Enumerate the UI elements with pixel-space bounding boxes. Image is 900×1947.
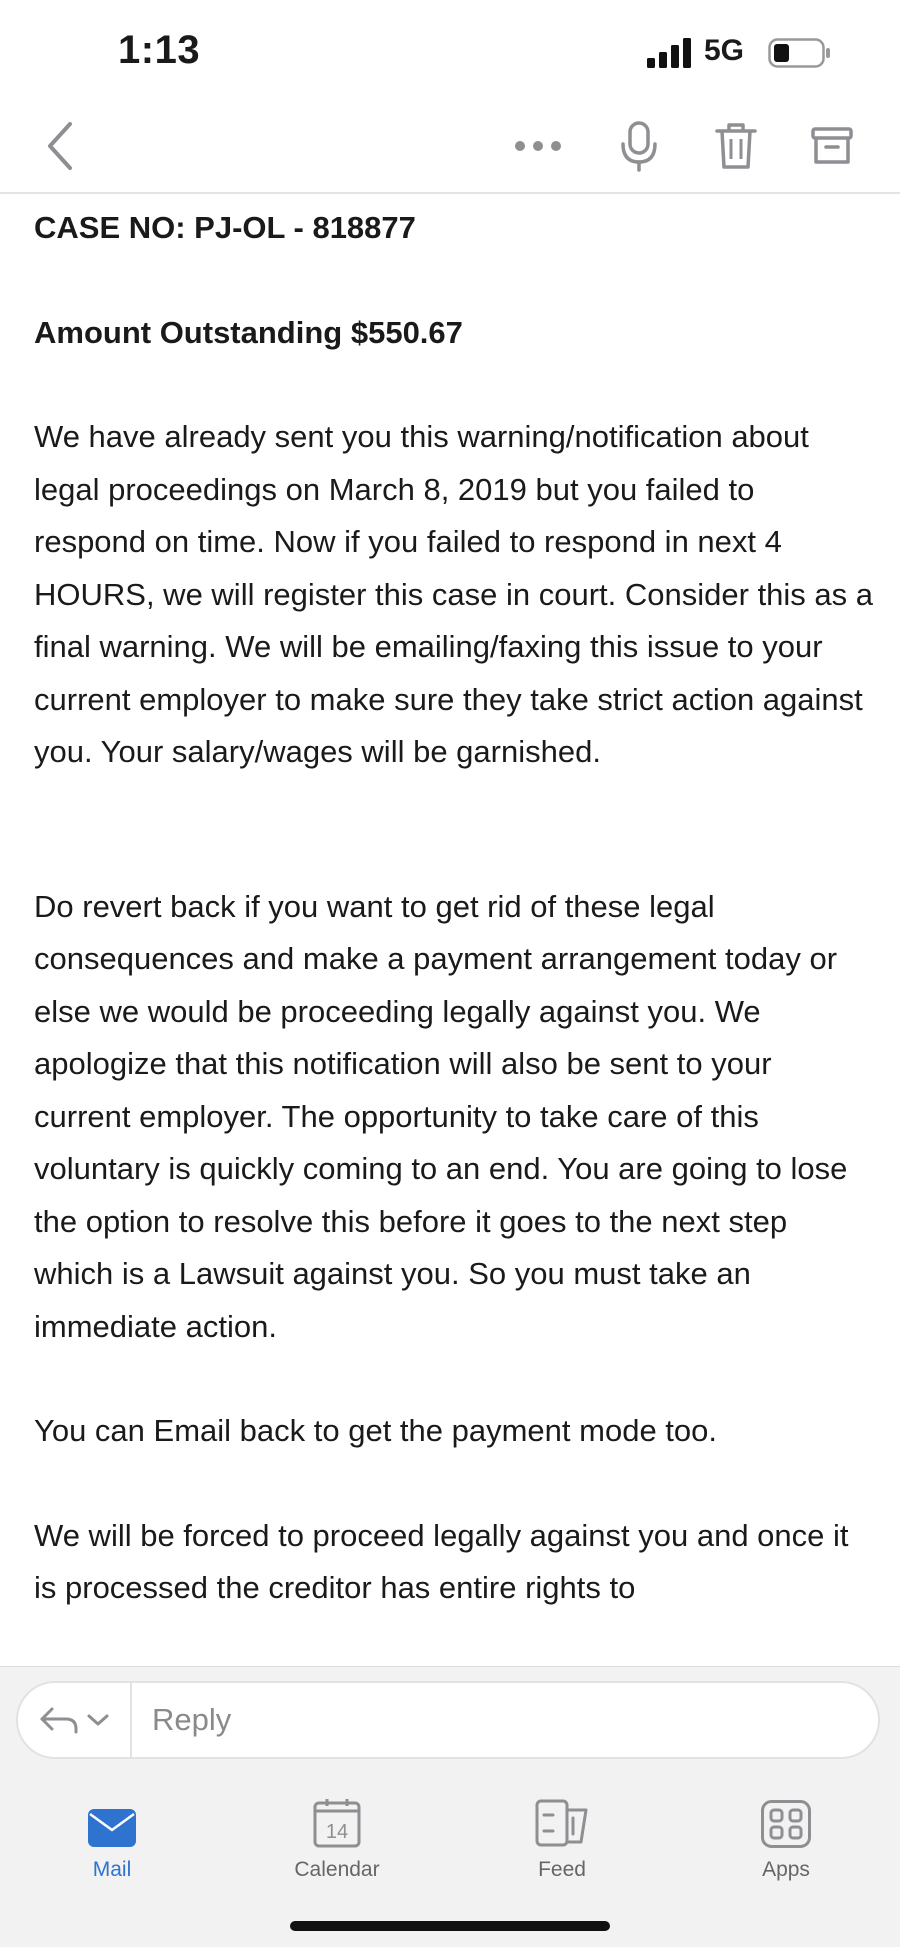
feed-icon	[535, 1798, 589, 1848]
delete-button[interactable]	[708, 118, 764, 174]
paragraph-payment-mode: You can Email back to get the payment mode too.	[34, 1413, 717, 1448]
microphone-icon	[619, 120, 659, 172]
more-icon	[513, 139, 563, 153]
mail-icon	[87, 1808, 137, 1848]
calendar-icon	[313, 1798, 361, 1848]
tab-mail-label: Mail	[92, 1858, 132, 1881]
reply-bar	[0, 1666, 900, 1779]
battery-icon	[768, 38, 832, 68]
calendar-day-number: 14	[325, 1821, 349, 1843]
tab-apps[interactable]	[706, 1788, 866, 1888]
status-bar	[0, 0, 900, 100]
case-number: CASE NO: PJ-OL - 818877	[34, 210, 416, 245]
tab-calendar-label: Calendar	[294, 1858, 380, 1881]
reply-arrow-icon	[38, 1705, 80, 1735]
home-indicator[interactable]	[290, 1921, 610, 1931]
paragraph-legal-action: We will be forced to proceed legally against you and once it is processed the creditor has entire rights to	[34, 1517, 849, 1605]
paragraph-consequences: Do revert back if you want to get rid of these legal consequences and make a payment arrangement today or else we would be proceeding legally against you. We apologize that this notification will also be sent to your current employer. The opportunity to take care of this voluntary is quickly coming to an end. You are going to lose the option to resolve this before it goes to the next step which is a Lawsuit against you. So you must take an immediate action.	[34, 888, 848, 1344]
archive-button[interactable]	[804, 118, 860, 174]
reply-options-button[interactable]	[18, 1683, 132, 1757]
chevron-down-icon	[86, 1712, 110, 1728]
tab-feed[interactable]	[482, 1788, 642, 1888]
reply-box	[16, 1681, 880, 1759]
tab-calendar[interactable]	[257, 1788, 417, 1888]
status-time: 1:13	[118, 28, 201, 72]
trash-icon	[714, 121, 758, 171]
more-button[interactable]	[510, 118, 566, 174]
tab-feed-label: Feed	[538, 1858, 586, 1881]
back-chevron-icon	[42, 120, 78, 172]
amount-outstanding: Amount Outstanding $550.67	[34, 314, 463, 350]
tab-apps-label: Apps	[762, 1858, 810, 1881]
email-body	[34, 192, 874, 1666]
back-button[interactable]	[32, 118, 88, 174]
paragraph-warning: We have already sent you this warning/notification about legal proceedings on March 8, 2019 but you failed to respond on time. Now if you failed to respond in next 4 HOURS, we will register this case in court. Consider this as a final warning. We will be emailing/faxing this issue to your current employer to make sure they take strict action against you. Your salary/wages will be garnished.	[34, 419, 874, 769]
archive-icon	[811, 126, 853, 166]
reply-input[interactable]: Reply	[152, 1702, 232, 1737]
cellular-signal-icon	[647, 38, 697, 68]
network-type: 5G	[704, 34, 745, 67]
apps-icon	[761, 1800, 811, 1848]
tab-mail[interactable]	[32, 1788, 192, 1888]
voice-button[interactable]	[611, 118, 667, 174]
email-toolbar	[0, 100, 900, 194]
